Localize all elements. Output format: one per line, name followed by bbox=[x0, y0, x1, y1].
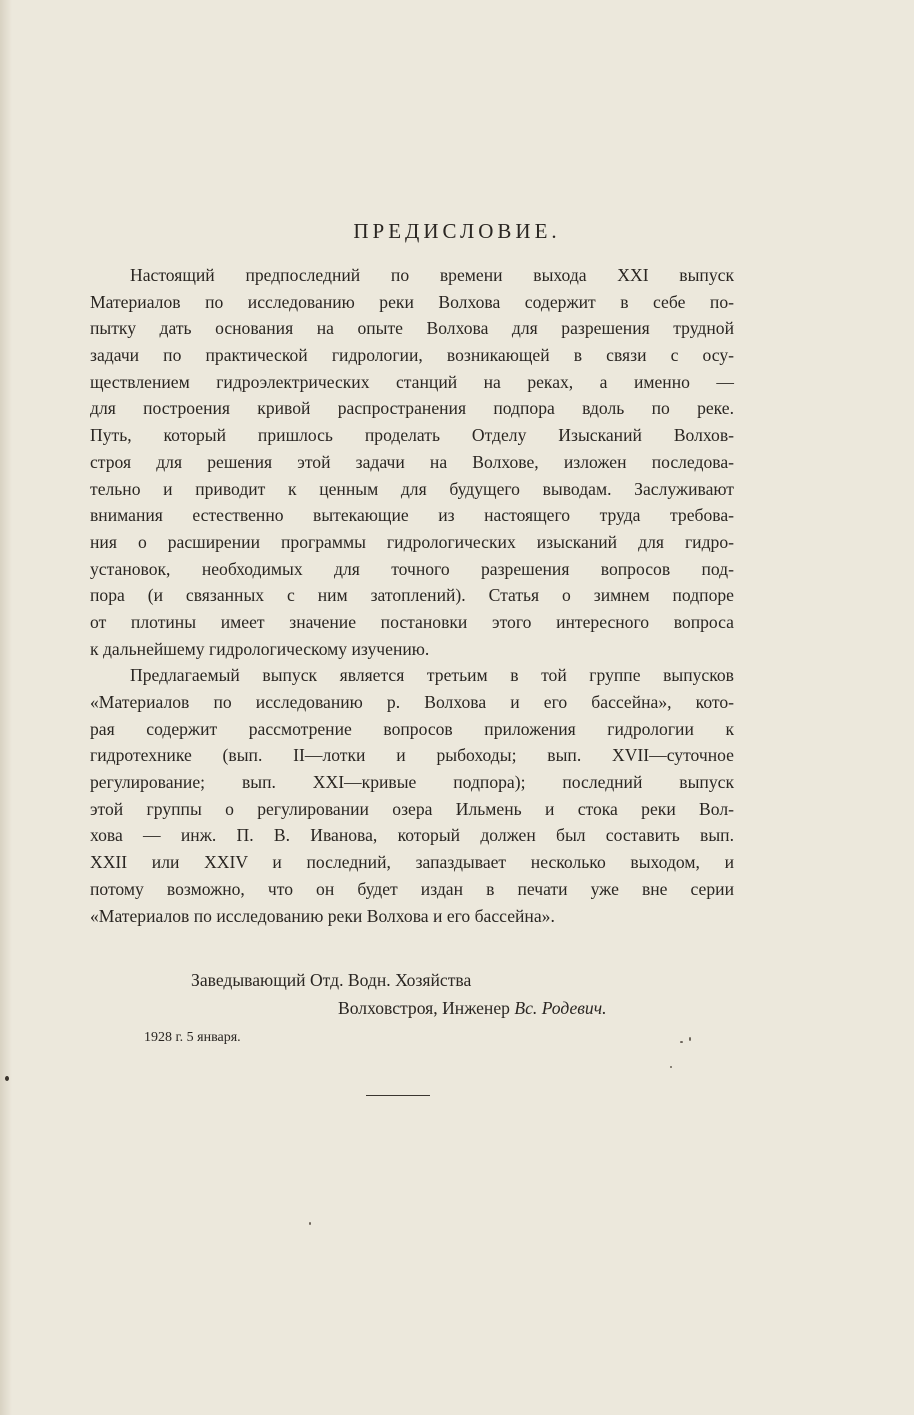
text-line: ния о расширении программы гидрологических изысканий для гидро- bbox=[90, 531, 734, 552]
paper-speck bbox=[689, 1037, 691, 1041]
signature-organization: Волховстроя, Инженер bbox=[338, 998, 515, 1018]
text-line: пытку дать основания на опыте Волхова для разрешения трудной bbox=[90, 318, 734, 339]
text-line: задачи по практической гидрологии, возникающей в связи с осу- bbox=[90, 345, 734, 366]
text-line: Материалов по исследованию реки Волхова содержит в себе по- bbox=[90, 291, 734, 312]
text-line: ществлением гидроэлектрических станций на реках, а именно — bbox=[90, 371, 734, 392]
paper-speck bbox=[670, 1066, 672, 1068]
signature-line bbox=[338, 998, 607, 1019]
signature-name: Вс. Родевич. bbox=[514, 998, 607, 1018]
text-line: этой группы о регулировании озера Ильмень и стока реки Вол- bbox=[90, 798, 734, 819]
text-line: регулирование; вып. XXI—кривые подпора); последний выпуск bbox=[90, 772, 734, 793]
text-line: «Материалов по исследованию р. Волхова и его бассейна», кото- bbox=[90, 692, 734, 712]
paragraph-2 bbox=[90, 662, 734, 929]
text-line: к дальнейшему гидрологическому изучению. bbox=[90, 638, 430, 659]
paper-speck bbox=[309, 1222, 311, 1225]
text-line: потому возможно, что он будет издан в печати уже вне серии bbox=[90, 878, 734, 899]
text-line: строя для решения этой задачи на Волхове, изложен последова- bbox=[90, 451, 734, 472]
text-line: внимания естественно вытекающие из настоящего труда требова- bbox=[90, 505, 734, 526]
text-line: Настоящий предпоследний по времени выхода XXI выпуск bbox=[130, 265, 734, 285]
page-title: ПРЕДИСЛОВИЕ. bbox=[353, 219, 561, 243]
paper-speck bbox=[680, 1041, 683, 1043]
text-line: рая содержит рассмотрение вопросов приложения гидрологии к bbox=[90, 718, 734, 739]
text-line: для построения кривой распространения подпора вдоль по реке. bbox=[90, 398, 734, 419]
text-line: Предлагаемый выпуск является третьим в той группе выпусков bbox=[130, 665, 734, 686]
text-line: «Материалов по исследованию реки Волхова и его бассейна». bbox=[90, 905, 555, 926]
page-edge bbox=[0, 0, 12, 1415]
text-line: тельно и приводит к ценным для будущего выводам. Заслуживают bbox=[90, 478, 734, 499]
text-line: Путь, который пришлось проделать Отделу Изысканий Волхов- bbox=[90, 425, 734, 446]
date: 1928 г. 5 января. bbox=[144, 1030, 241, 1045]
text-line: пора (и связанных с ним затоплений). Статья о зимнем подпоре bbox=[90, 585, 734, 606]
text-line: от плотины имеет значение постановки этого интересного вопроса bbox=[90, 611, 734, 632]
closing-rule bbox=[366, 1095, 430, 1096]
text-line: хова — инж. П. В. Иванова, который должен был составить вып. bbox=[90, 825, 734, 846]
signature-title: Заведывающий Отд. Водн. Хозяйства bbox=[191, 970, 472, 990]
paragraph-1 bbox=[90, 262, 734, 662]
text-line: гидротехнике (вып. II—лотки и рыбоходы; вып. XVII—суточное bbox=[90, 745, 734, 766]
text-line: XXII или XXIV и последний, запаздывает несколько выходом, и bbox=[90, 852, 734, 873]
body-text bbox=[90, 262, 734, 929]
text-line: установок, необходимых для точного разрешения вопросов под- bbox=[90, 558, 734, 579]
paper-speck bbox=[5, 1076, 9, 1081]
